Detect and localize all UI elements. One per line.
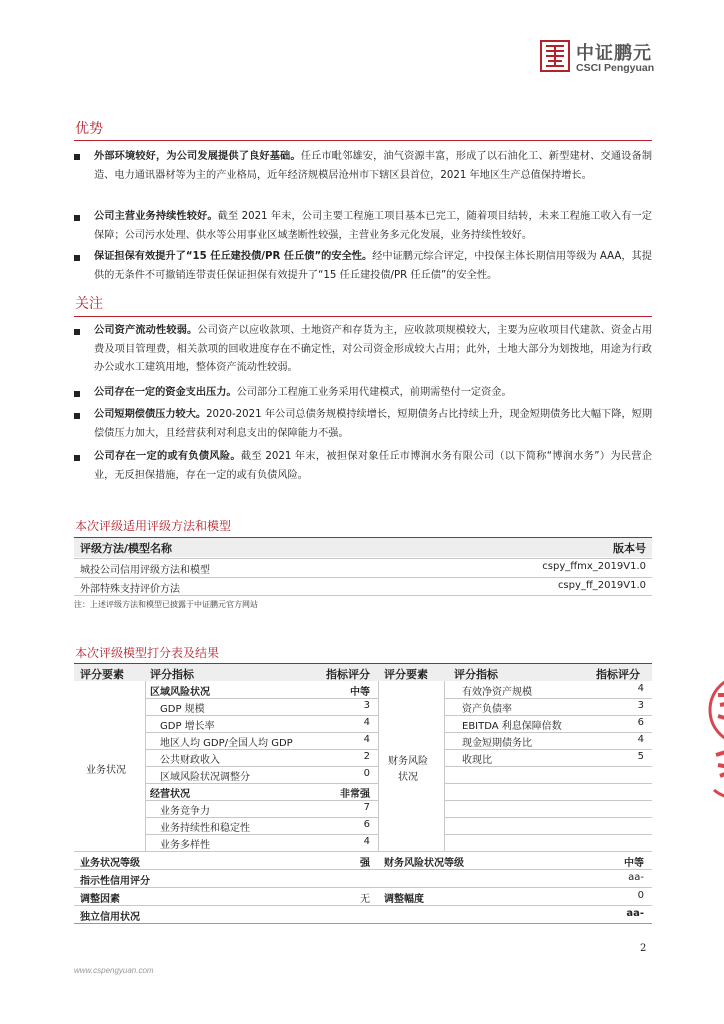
row-line (145, 715, 378, 716)
summary-indicative-label: 指示性信用评分 (80, 876, 150, 887)
score-row-value: 4 (363, 836, 370, 847)
advantage-item-3-text: 经中证鹏元综合评定，中投保主体长期信用等级为 AAA，其提供的无条件不可撤销连带责任保证担保有效提升了“15 任丘建投债/PR 任丘债”的安全性。 (94, 251, 652, 281)
page-number: 2 (640, 943, 647, 954)
score-row-label: 有效净资产规模 (462, 687, 532, 698)
score-row-label: 经营状况 (150, 789, 190, 800)
row-line (444, 834, 652, 835)
score-header-score-2: 指标评分 (596, 668, 640, 681)
row-line (444, 732, 652, 733)
score-row-value: 4 (363, 717, 370, 728)
row-line (444, 766, 652, 767)
score-row-label: EBITDA 利息保障倍数 (462, 721, 562, 732)
summary-fin-label: 财务风险状况等级 (384, 858, 464, 869)
row-line (145, 766, 378, 767)
advantage-item-3-bold: 保证担保有效提升了“15 任丘建投债/PR 任丘债”的安全性。 (94, 251, 373, 262)
bullet-icon (74, 329, 80, 335)
row-line (145, 783, 378, 784)
score-header-factor-2: 评分要素 (384, 668, 428, 681)
score-row-value: 5 (637, 751, 644, 762)
method-row-2-name: 外部特殊支持评价方法 (80, 584, 180, 595)
score-row-value: 7 (363, 802, 370, 813)
summary-biz-value: 强 (360, 858, 370, 869)
concern-item-4-text: 截至 2021 年末，被担保对象任丘市博润水务有限公司（以下简称“博润水务”）为民营企业，无反担保措施，存在一定的或有负债风险。 (94, 451, 652, 481)
bullet-icon (74, 154, 80, 160)
advantage-item-2-bold: 公司主营业务持续性较好。 (94, 211, 218, 222)
summary-adj-label: 调整因素 (80, 894, 120, 905)
method-row-1-name: 城投公司信用评级方法和模型 (80, 565, 210, 576)
score-row-label: 业务持续性和稳定性 (160, 823, 250, 834)
score-header-indicator: 评分指标 (150, 668, 194, 681)
advantages-rule (74, 140, 652, 141)
row-line (74, 905, 652, 906)
concern-item-1-bold: 公司资产流动性较弱。 (94, 325, 198, 336)
bullet-icon (74, 413, 80, 419)
summary-adj-range-label: 调整幅度 (384, 894, 424, 905)
row-line (74, 887, 652, 888)
row-line (145, 817, 378, 818)
score-row-value: 非常强 (340, 789, 370, 800)
concern-item-3-text: 2020-2021 年公司总债务规模持续增长，短期债务占比持续上升，现金短期债务比大幅下降，短期偿债压力加大，且经营获利对利息支出的保障能力不强。 (94, 409, 653, 439)
advantage-item-3 (94, 248, 652, 285)
concern-item-2-bold: 公司存在一定的资金支出压力。 (94, 387, 237, 398)
method-table-note: 注：上述评级方法和模型已披露于中证鹏元官方网站 (74, 600, 258, 609)
advantage-item-1 (94, 148, 652, 185)
bullet-icon (74, 391, 80, 397)
summary-biz-label: 业务状况等级 (80, 858, 140, 869)
score-row-value: 4 (637, 683, 644, 694)
advantage-item-2-text: 截至 2021 年末，公司主要工程施工项目基本已完工，随着项目结转，未来工程施工收入有一定保障；公司污水处理、供水等公用事业区域垄断性较强，主营业务多元化发展，业务持续性较好。 (94, 211, 652, 241)
summary-adj-range-value: 0 (637, 890, 644, 901)
score-table-title: 本次评级模型打分表及结果 (75, 646, 220, 660)
score-row-value: 中等 (350, 687, 370, 698)
col-separator (378, 681, 379, 851)
method-row-1-version: cspy_ffmx_2019V1.0 (542, 561, 646, 572)
bullet-icon (74, 215, 80, 221)
method-table-divider (74, 558, 652, 559)
concern-item-3 (94, 406, 652, 443)
concern-item-1 (94, 322, 652, 378)
method-table-divider (74, 577, 652, 578)
score-row-value: 3 (637, 700, 644, 711)
row-line (444, 715, 652, 716)
concern-item-3-bold: 公司短期偿债压力较大。 (94, 409, 207, 420)
score-row-label: 现金短期债务比 (462, 738, 532, 749)
score-table-bottom-rule (74, 923, 652, 924)
concern-item-2-text: 公司部分工程施工业务采用代建模式，前期需垫付一定资金。 (236, 387, 512, 398)
right-factor-label-line2: 状况 (398, 772, 418, 783)
row-line (145, 732, 378, 733)
score-row-label: 地区人均 GDP/全国人均 GDP (160, 738, 293, 749)
row-line (145, 800, 378, 801)
score-row-value: 0 (363, 768, 370, 779)
footer-url: www.cspengyuan.com (74, 966, 154, 975)
score-header-factor: 评分要素 (80, 668, 124, 681)
row-line (74, 851, 652, 852)
score-header-indicator-2: 评分指标 (454, 668, 498, 681)
score-row-label: 收现比 (462, 755, 492, 766)
row-line (444, 800, 652, 801)
method-header-version: 版本号 (613, 542, 646, 555)
row-line (444, 783, 652, 784)
logo-en-text: CSCI Pengyuan (576, 62, 655, 74)
right-factor-label-line1: 财务风险 (388, 756, 428, 767)
advantages-title: 优势 (75, 121, 103, 137)
score-row-label: 业务多样性 (160, 840, 210, 851)
row-line (444, 749, 652, 750)
score-row-label: 业务竞争力 (160, 806, 210, 817)
score-row-value: 4 (637, 734, 644, 745)
method-table-bottom-rule (74, 595, 652, 596)
summary-standalone-label: 独立信用状况 (80, 912, 140, 923)
summary-standalone-value: aa- (626, 908, 644, 919)
score-row-value: 6 (363, 819, 370, 830)
score-row-label: GDP 规模 (160, 704, 205, 715)
score-header-score: 指标评分 (326, 668, 370, 681)
summary-fin-value: 中等 (624, 858, 644, 869)
row-line (444, 817, 652, 818)
method-header-name: 评级方法/模型名称 (80, 542, 173, 555)
bullet-icon (74, 455, 80, 461)
logo-mark-icon (540, 40, 570, 72)
score-row-label: 公共财政收入 (160, 755, 220, 766)
advantage-item-1-bold: 外部环境较好，为公司发展提供了良好基础。 (94, 151, 301, 162)
score-row-value: 2 (363, 751, 370, 762)
concern-item-1-text: 公司资产以应收款项、土地资产和存货为主，应收款项规模较大，主要为应收项目代建款、资金占用费及项目管理费，相关款项的回收进度存在不确定性，对公司资金形成较大占用；此外，土地大部分为划拨地，用途为行政办公或水工建筑用地，整体资产流动性较弱。 (94, 325, 653, 373)
summary-adj-value: 无 (360, 894, 370, 905)
concern-item-4-bold: 公司存在一定的或有负债风险。 (94, 451, 241, 462)
summary-indicative-value: aa- (628, 872, 644, 883)
left-factor-label: 业务状况 (86, 765, 126, 776)
score-row-label: 区域风险状况调整分 (160, 772, 250, 783)
concerns-rule (74, 316, 652, 317)
row-line (145, 749, 378, 750)
score-row-label: GDP 增长率 (160, 721, 215, 732)
score-row-value: 4 (363, 734, 370, 745)
row-line (145, 834, 378, 835)
score-row-label: 区域风险状况 (150, 687, 210, 698)
company-logo (540, 38, 680, 78)
row-line (145, 698, 378, 699)
advantage-item-1-text: 任丘市毗邻雄安，油气资源丰富，形成了以石油化工、新型建材、交通设备制造、电力通讯器材等为主的产业格局，近年经济规模居沧州市下辖区县首位，2021 年地区生产总值保持增长。 (94, 151, 653, 181)
score-row-label: 资产负债率 (462, 704, 512, 715)
bullet-icon (74, 255, 80, 261)
method-table-title: 本次评级适用评级方法和模型 (75, 519, 232, 533)
concern-item-4 (94, 448, 652, 485)
row-line (74, 869, 652, 870)
score-row-value: 3 (363, 700, 370, 711)
advantage-item-2 (94, 208, 652, 245)
concerns-title: 关注 (75, 296, 103, 312)
company-seal-stamp (706, 650, 724, 820)
score-row-value: 6 (637, 717, 644, 728)
row-line (444, 698, 652, 699)
method-row-2-version: cspy_ff_2019V1.0 (557, 580, 646, 591)
logo-cn-text: 中证鹏元 (576, 43, 652, 64)
concern-item-2 (94, 384, 652, 403)
